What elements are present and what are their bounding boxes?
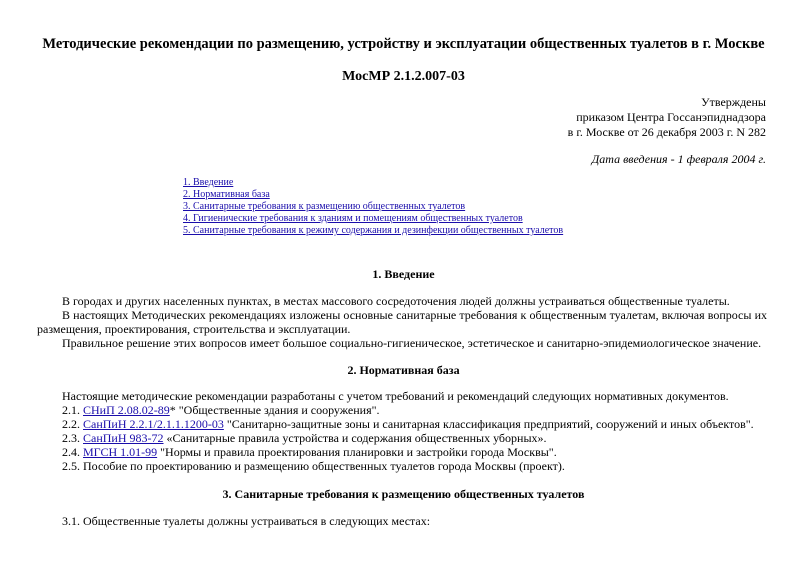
item-number: 2.3. <box>62 431 83 445</box>
reference-link-sanpin-983[interactable]: СанПиН 983-72 <box>83 431 164 445</box>
toc-link-building-requirements[interactable]: 4. Гигиенические требования к зданиям и помещениям общественных туалетов <box>183 213 523 224</box>
reference-item <box>37 431 767 445</box>
section-3-heading: 3. Санитарные требования к размещению общественных туалетов <box>222 487 585 501</box>
item-text: "Нормы и правила проектирования планировки и застройки города Москвы". <box>157 445 557 459</box>
item-text: "Санитарно-защитные зоны и санитарная классификация предприятий, сооружений и иных объектов". <box>223 417 754 431</box>
toc-link-regulatory-base[interactable]: 2. Нормативная база <box>183 189 270 200</box>
paragraph: В настоящих Методических рекомендациях изложены основные санитарные требования к общественным туалетам, включая вопросы их размещения, проектирования, строительства и эксплуатации. <box>37 308 767 336</box>
item-text: * "Общественные здания и сооружения". <box>169 403 380 417</box>
section-3-body <box>37 514 767 528</box>
approval-line: Утверждены <box>701 95 766 109</box>
toc-link-introduction[interactable]: 1. Введение <box>183 177 234 188</box>
paragraph: Настоящие методические рекомендации разработаны с учетом требований и рекомендаций следующих нормативных документов. <box>62 389 729 403</box>
paragraph: 3.1. Общественные туалеты должны устраиваться в следующих местах: <box>62 514 431 528</box>
approval-block <box>568 95 766 140</box>
section-2-heading: 2. Нормативная база <box>347 363 460 377</box>
reference-item <box>37 459 767 473</box>
item-number: 2.2. <box>62 417 83 431</box>
item-text: 2.5. Пособие по проектированию и размещению общественных туалетов города Москвы (проект). <box>62 459 565 473</box>
section-2-body <box>37 389 767 473</box>
document-title: Методические рекомендации по размещению, устройству и эксплуатации общественных туалетов в г. Москве <box>42 36 765 52</box>
item-number: 2.1. <box>62 403 83 417</box>
table-of-contents <box>183 177 563 237</box>
reference-item <box>37 403 767 417</box>
introduction-date: Дата введения - 1 февраля 2004 г. <box>591 152 766 166</box>
reference-link-mgsn[interactable]: МГСН 1.01-99 <box>83 445 158 459</box>
paragraph: Правильное решение этих вопросов имеет большое социально-гигиеническое, эстетическое и санитарно-эпидемиологическое значение. <box>62 336 762 350</box>
item-number: 2.4. <box>62 445 83 459</box>
reference-link-sanpin-1200[interactable]: СанПиН 2.2.1/2.1.1.1200-03 <box>83 417 224 431</box>
section-1-heading: 1. Введение <box>372 267 435 281</box>
reference-item <box>37 445 767 459</box>
section-1-body <box>37 294 767 350</box>
item-text: «Санитарные правила устройства и содержания общественных уборных». <box>163 431 547 445</box>
toc-link-placement-requirements[interactable]: 3. Санитарные требования к размещению общественных туалетов <box>183 201 466 212</box>
reference-item <box>37 417 767 431</box>
approval-line: в г. Москве от 26 декабря 2003 г. N 282 <box>567 125 766 139</box>
paragraph: В городах и других населенных пунктах, в местах массового сосредоточения людей должны устраиваться общественные туалеты. <box>62 294 730 308</box>
toc-link-maintenance-requirements[interactable]: 5. Санитарные требования к режиму содержания и дезинфекции общественных туалетов <box>183 225 564 236</box>
reference-link-snip[interactable]: СНиП 2.08.02-89 <box>83 403 170 417</box>
document-code: МосМР 2.1.2.007-03 <box>342 69 465 84</box>
approval-line: приказом Центра Госсанэпиднадзора <box>576 110 766 124</box>
